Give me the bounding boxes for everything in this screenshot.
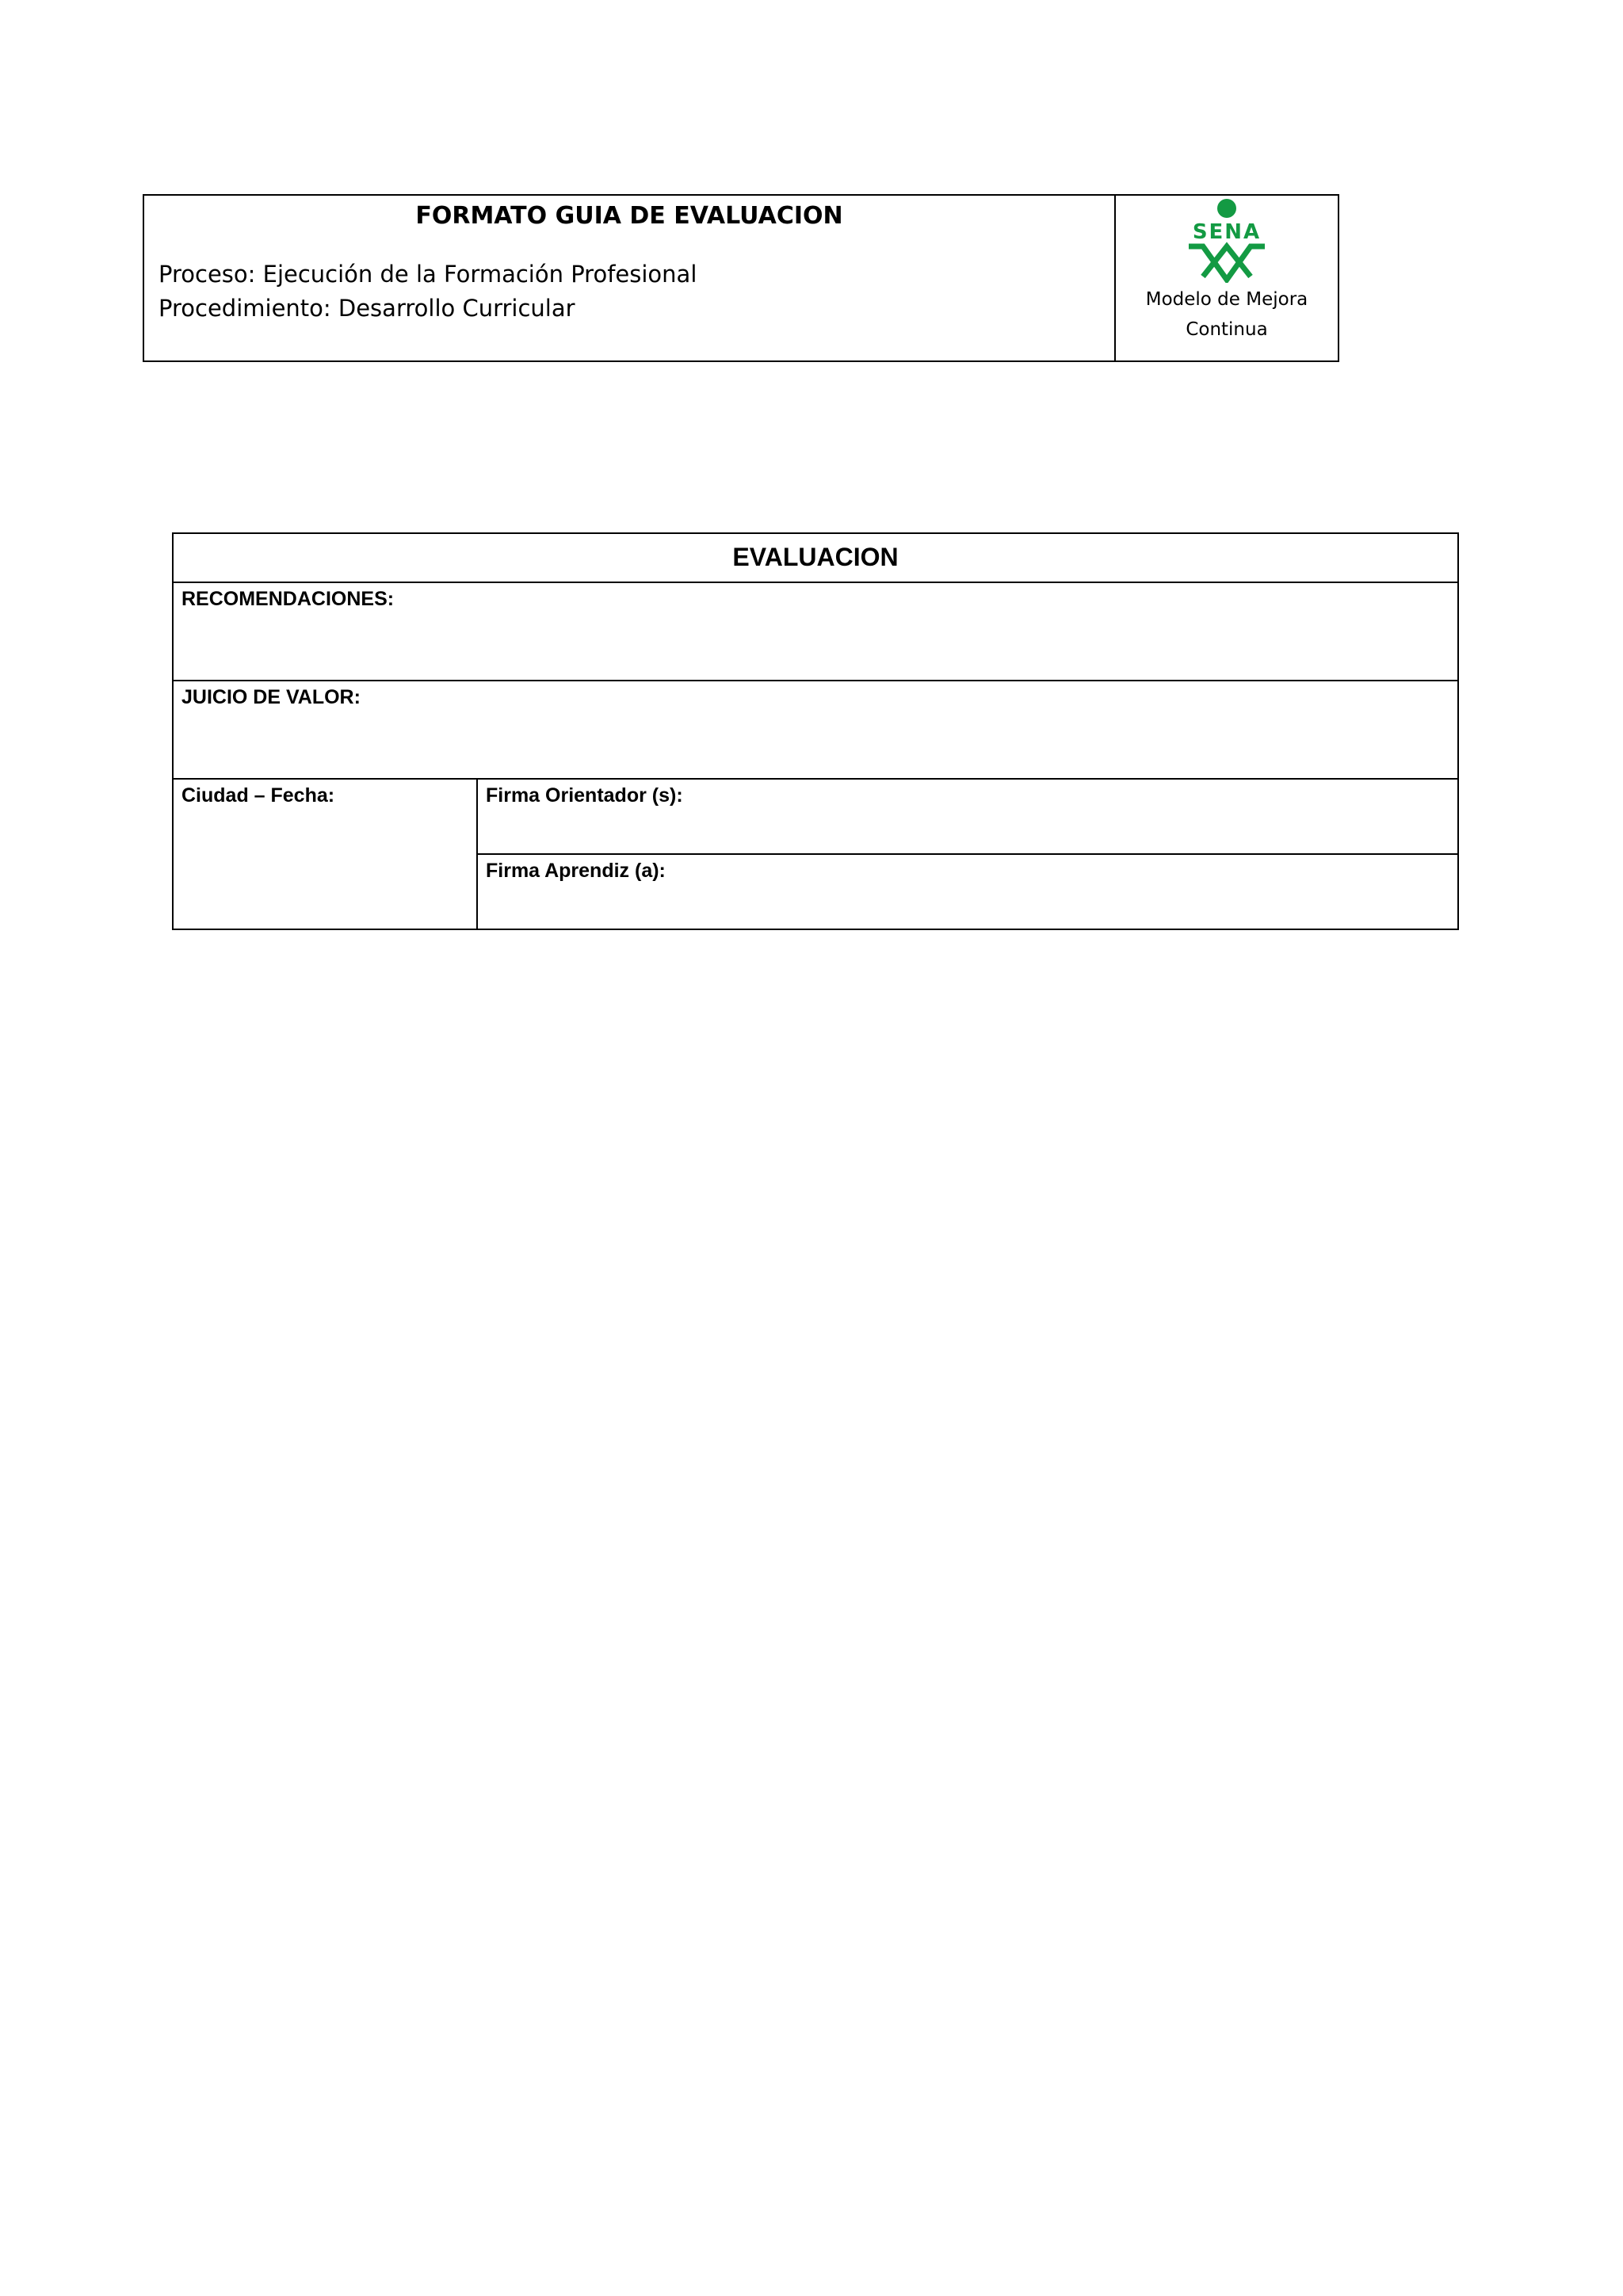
logo-caption (1116, 284, 1338, 345)
document-title: FORMATO GUIA DE EVALUACION (415, 202, 843, 230)
ciudad-fecha-label: Ciudad – Fecha: (181, 784, 335, 807)
process-info (158, 257, 697, 326)
firma-aprendiz-label: Firma Aprendiz (a): (486, 860, 666, 882)
logo-caption-line1: Modelo de Mejora (1145, 289, 1308, 310)
process-line: Proceso: Ejecución de la Formación Profesional (158, 261, 697, 288)
signature-row (174, 778, 1457, 929)
recomendaciones-field[interactable] (174, 582, 1457, 680)
signature-cells (478, 780, 1457, 929)
document-header (143, 194, 1339, 362)
logo-wordmark: SENA (1192, 220, 1262, 244)
evaluation-title: EVALUACION (732, 543, 899, 571)
juicio-de-valor-label: JUICIO DE VALOR: (181, 686, 361, 708)
evaluation-table (172, 532, 1459, 930)
juicio-de-valor-field[interactable] (174, 680, 1457, 778)
firma-aprendiz-field[interactable] (478, 853, 1457, 929)
ciudad-fecha-field[interactable] (174, 780, 478, 929)
recomendaciones-label: RECOMENDACIONES: (181, 588, 395, 610)
procedure-line: Procedimiento: Desarrollo Curricular (158, 295, 575, 322)
sena-logo-icon (1179, 197, 1274, 283)
firma-orientador-field[interactable] (478, 780, 1457, 853)
sena-logo (1116, 197, 1338, 286)
header-info-cell (144, 196, 1116, 360)
firma-orientador-label: Firma Orientador (s): (486, 784, 683, 807)
header-logo-cell (1116, 196, 1338, 360)
logo-caption-line2: Continua (1186, 319, 1268, 340)
